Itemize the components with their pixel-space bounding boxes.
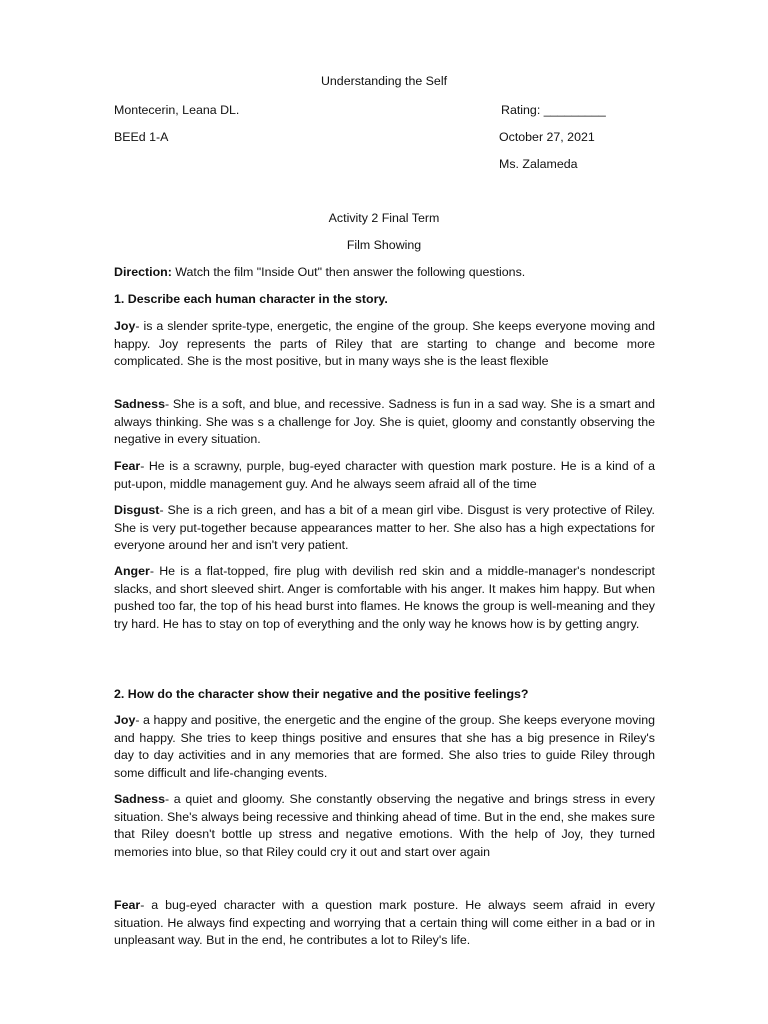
answer-text: - a happy and positive, the energetic and the engine of the group. She keeps everyone moving and happy. She tries to keep things positive and ensures that she has a big presence in Riley's day to day activities and in any memories that are formed. She also tries to guide Riley through some difficult and life-changing events. xyxy=(114,713,655,780)
character-name: Joy xyxy=(114,713,136,727)
character-name: Disgust xyxy=(114,503,160,517)
document-date: October 27, 2021 xyxy=(499,130,595,144)
answer-sadness-2 xyxy=(114,791,655,861)
question-2: 2. How do the character show their negative and the positive feelings? xyxy=(114,687,529,701)
character-name: Anger xyxy=(114,564,150,578)
student-name: Montecerin, Leana DL. xyxy=(114,103,240,117)
answer-text: - a quiet and gloomy. She constantly observing the negative and brings stress in every situation. She's always being recessive and thinking ahead of time. But in the end, she makes sure that Riley doesn't bottle up stress and negative emotions. With the help of Joy, they turned memories into blue, so that Riley could cry it out and start over again xyxy=(114,792,655,859)
document-title: Understanding the Self xyxy=(320,74,448,88)
answer-text: - He is a flat-topped, fire plug with devilish red skin and a middle-manager's nondescript slacks, and short sleeved shirt. Anger is comfortable with his anger. It makes him happy. But when pushed too far, the top of his head burst into flames. He knows the group is well-meaning and they try hard. He has to stay on top of everything and the only way he knows how is by getting angry. xyxy=(114,564,655,631)
teacher-name: Ms. Zalameda xyxy=(499,157,578,171)
answer-disgust-1 xyxy=(114,502,655,555)
answer-text: - She is a rich green, and has a bit of a mean girl vibe. Disgust is very protective of Riley. She is very put-together because appearances matter to her. She also has a high expectations for everyone around her and isn't very patient. xyxy=(114,503,655,553)
character-name: Fear xyxy=(114,898,141,912)
question-1: 1. Describe each human character in the story. xyxy=(114,292,388,306)
activity-subtitle: Film Showing xyxy=(346,238,422,252)
answer-sadness-1 xyxy=(114,396,655,449)
direction-line xyxy=(114,264,674,280)
activity-title: Activity 2 Final Term xyxy=(328,211,440,225)
answer-fear-2 xyxy=(114,897,655,950)
section-label: BEEd 1-A xyxy=(114,130,169,144)
character-name: Fear xyxy=(114,459,141,473)
answer-joy-1 xyxy=(114,318,655,371)
direction-text: Watch the film "Inside Out" then answer the following questions. xyxy=(171,265,526,279)
answer-anger-1 xyxy=(114,563,655,633)
answer-text: - She is a soft, and blue, and recessive. Sadness is fun in a sad way. She is a smart and always thinking. She was s a challenge for Joy. She is quiet, gloomy and constantly observing the negative in every situation. xyxy=(114,397,655,447)
answer-joy-2 xyxy=(114,712,655,782)
answer-text: - is a slender sprite-type, energetic, the engine of the group. She keeps everyone moving and happy. Joy represents the parts of Riley that are starting to change and become more complicated. She is the most positive, but in many ways she is the least flexible xyxy=(114,319,655,369)
answer-text: - a bug-eyed character with a question mark posture. He always seem afraid in every situation. He always find expecting and worrying that a certain thing will come either in a bad or in unpleasant way. But in the end, he contributes a lot to Riley's life. xyxy=(114,898,655,948)
character-name: Sadness xyxy=(114,792,165,806)
rating-field: Rating: _________ xyxy=(501,103,606,117)
answer-text: - He is a scrawny, purple, bug-eyed character with question mark posture. He is a kind of a put-upon, middle management guy. And he always seem afraid all of the time xyxy=(114,459,655,491)
character-name: Sadness xyxy=(114,397,165,411)
direction-label: Direction: xyxy=(114,265,172,279)
answer-fear-1 xyxy=(114,458,655,493)
character-name: Joy xyxy=(114,319,136,333)
